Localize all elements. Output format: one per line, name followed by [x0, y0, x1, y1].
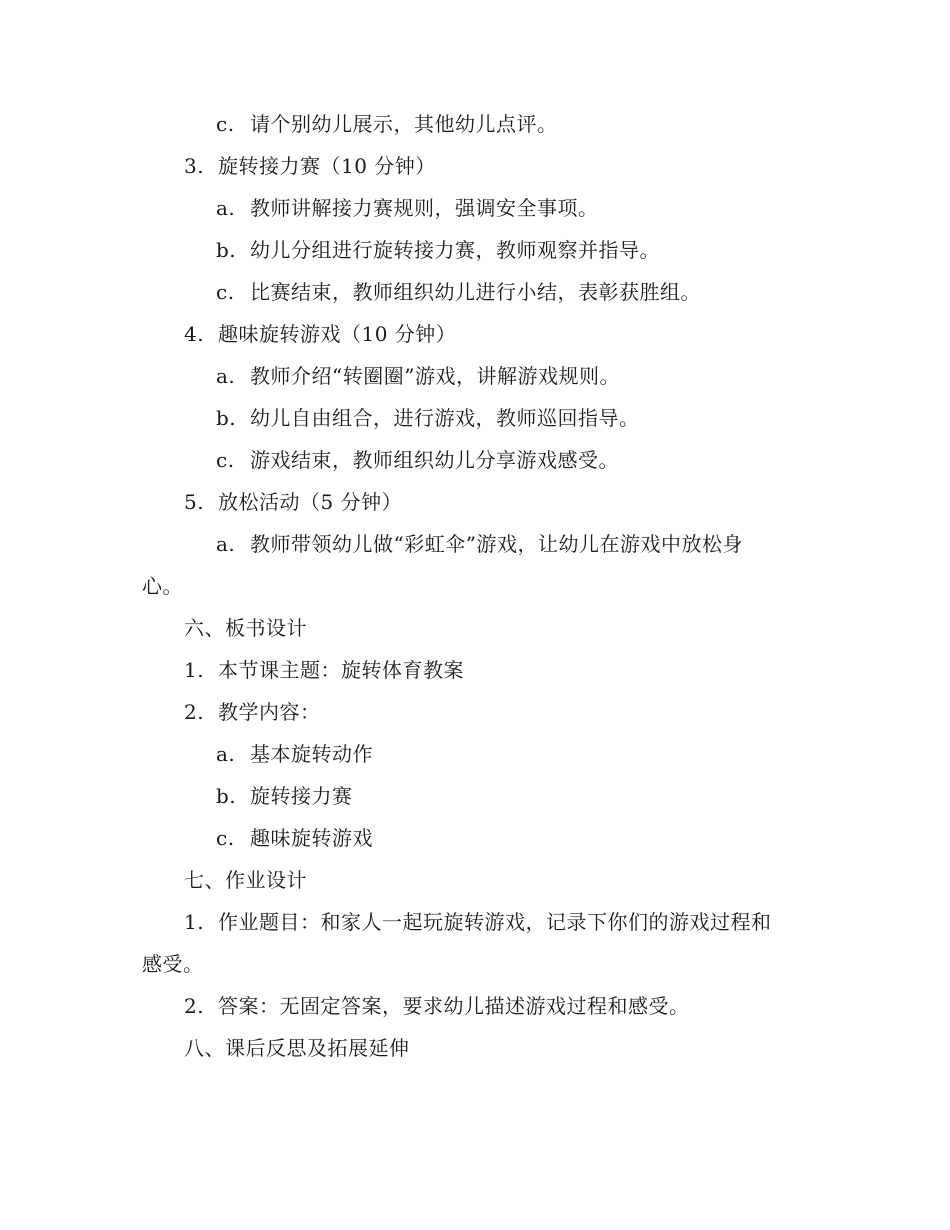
list-marker: 2.	[184, 994, 205, 1018]
heading-text: 六、板书设计	[184, 616, 307, 640]
list-item	[184, 488, 402, 516]
list-marker: c.	[216, 112, 235, 136]
list-text: 请个别幼儿展示，其他幼儿点评。	[250, 112, 558, 136]
heading-text: 七、作业设计	[184, 868, 307, 892]
list-item	[184, 656, 464, 684]
list-text: 幼儿自由组合，进行游戏，教师巡回指导。	[250, 406, 640, 430]
list-marker: a.	[216, 742, 236, 766]
list-marker: 3.	[184, 154, 205, 178]
list-item	[184, 152, 436, 180]
list-marker: c.	[216, 280, 235, 304]
list-item	[216, 782, 353, 810]
list-text: 旋转接力赛	[250, 784, 353, 808]
list-item	[216, 740, 373, 768]
list-marker: 1.	[184, 910, 205, 934]
list-marker: a.	[216, 364, 236, 388]
list-text: 心。	[142, 574, 183, 598]
list-text: 本节课主题：旋转体育教案	[218, 658, 464, 682]
list-item	[216, 110, 558, 138]
list-text: 趣味旋转游戏	[250, 826, 373, 850]
list-text: 作业题目：和家人一起玩旋转游戏，记录下你们的游戏过程和	[218, 910, 772, 934]
list-text: 放松活动（5 分钟）	[218, 490, 403, 514]
list-item	[216, 446, 619, 474]
list-text: 教师介绍“转圈圈”游戏，讲解游戏规则。	[250, 364, 620, 388]
list-marker: b.	[216, 406, 237, 430]
list-text: 比赛结束，教师组织幼儿进行小结，表彰获胜组。	[250, 280, 701, 304]
list-marker: a.	[216, 532, 236, 556]
list-text: 感受。	[142, 952, 204, 976]
list-item	[184, 908, 772, 936]
list-marker: 5.	[184, 490, 205, 514]
list-item	[184, 698, 321, 726]
list-text: 基本旋转动作	[250, 742, 373, 766]
section-heading	[184, 866, 307, 894]
list-marker: c.	[216, 826, 235, 850]
list-text: 幼儿分组进行旋转接力赛，教师观察并指导。	[250, 238, 660, 262]
paragraph-continuation	[142, 572, 183, 600]
list-text: 教师讲解接力赛规则，强调安全事项。	[250, 196, 599, 220]
list-text: 教师带领幼儿做“彩虹伞”游戏，让幼儿在游戏中放松身	[250, 532, 743, 556]
list-item	[216, 236, 660, 264]
list-marker: a.	[216, 196, 236, 220]
list-text: 趣味旋转游戏（10 分钟）	[218, 322, 457, 346]
paragraph-continuation	[142, 950, 204, 978]
list-item	[184, 992, 690, 1020]
list-marker: 2.	[184, 700, 205, 724]
section-heading	[184, 1034, 410, 1062]
list-marker: b.	[216, 784, 237, 808]
list-item	[216, 278, 701, 306]
list-item	[216, 362, 620, 390]
list-item	[216, 194, 599, 222]
list-text: 游戏结束，教师组织幼儿分享游戏感受。	[250, 448, 619, 472]
list-item	[216, 824, 373, 852]
list-text: 教学内容：	[218, 700, 321, 724]
list-marker: 1.	[184, 658, 205, 682]
list-text: 答案：无固定答案，要求幼儿描述游戏过程和感受。	[218, 994, 690, 1018]
list-marker: 4.	[184, 322, 205, 346]
list-item	[184, 320, 456, 348]
list-item	[216, 404, 640, 432]
list-item	[216, 530, 743, 558]
section-heading	[184, 614, 307, 642]
list-marker: c.	[216, 448, 235, 472]
list-marker: b.	[216, 238, 237, 262]
list-text: 旋转接力赛（10 分钟）	[218, 154, 436, 178]
heading-text: 八、课后反思及拓展延伸	[184, 1036, 410, 1060]
